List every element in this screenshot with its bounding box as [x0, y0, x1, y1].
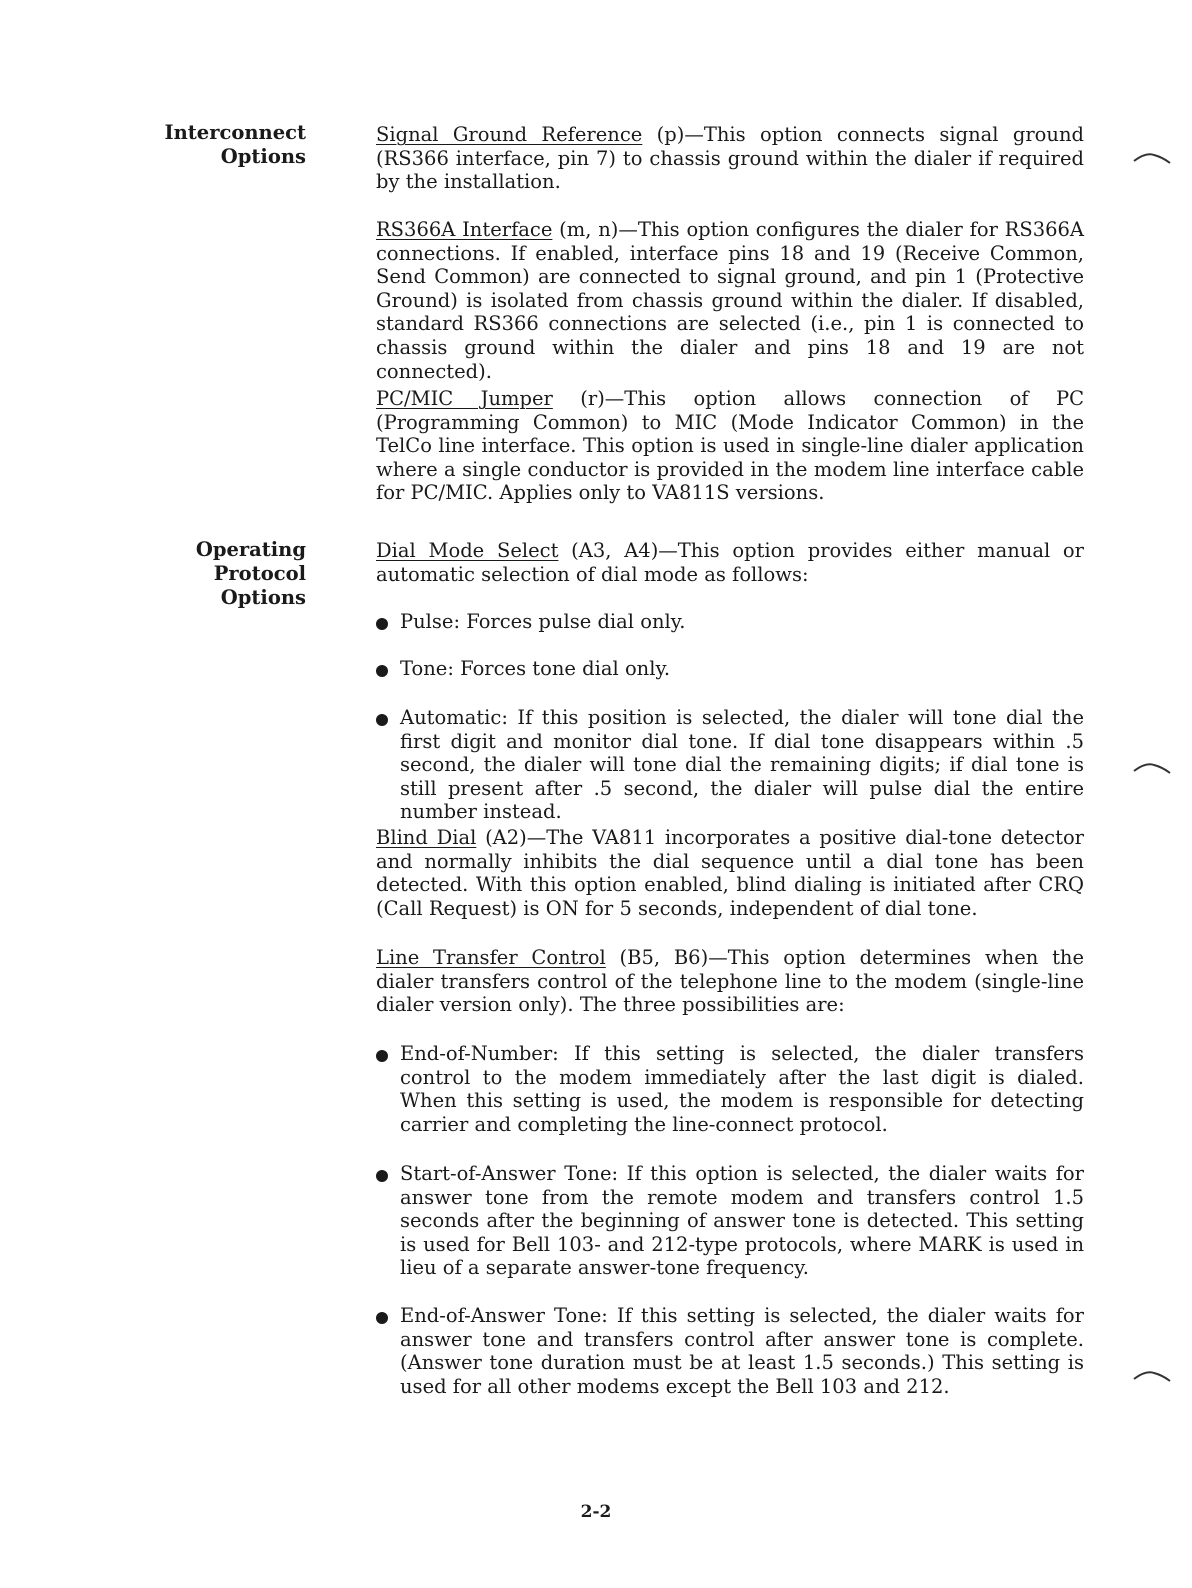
option-description: (p)—This option connects signal ground (RS366 interface, pin 7) to chassis ground within the dialer if required by the installation. [376, 123, 1085, 194]
heading-line: Options [220, 586, 306, 609]
change-bar-mark [1132, 762, 1172, 774]
option-description: (A2)—The VA811 incorporates a positive dial-tone detector and normally inhibits the dial sequence until a dial tone has been detected. With this option enabled, blind dialing is initiated after CRQ (Call Request) is ON for 5 seconds, independent of dial tone. [376, 826, 1085, 920]
bullet-icon [376, 714, 388, 726]
option-term: Line Transfer Control [376, 946, 606, 969]
option-description: (B5, B6)—This option determines when the dialer transfers control of the telephone line to the modem (single-line dialer version only). The three possibilities are: [376, 946, 1084, 1017]
bullet-icon [376, 1312, 388, 1324]
heading-interconnect-options [150, 121, 306, 169]
blind-dial-paragraph [376, 826, 1084, 920]
bullet-icon [376, 618, 388, 630]
bullet-icon [376, 665, 388, 677]
bullet-icon [376, 1050, 388, 1062]
option-description: (A3, A4)—This option provides either manual or automatic selection of dial mode as follows: [376, 539, 1084, 586]
list-item [376, 657, 1084, 681]
page-number: 2-2 [580, 1502, 612, 1522]
option-term: Signal Ground Reference [376, 123, 643, 146]
heading-line: Options [220, 145, 306, 168]
list-item [376, 610, 1084, 634]
line-transfer-control-paragraph [376, 946, 1084, 1017]
list-item-text: Automatic: If this position is selected, the dialer will tone dial the first digit and monitor dial tone. If dial tone disappears within .5 second, the dialer will tone dial the remaining digits; if dial tone is still present after .5 second, the dialer will pulse dial the entire number instead. [400, 706, 1084, 824]
heading-line: Interconnect [164, 121, 306, 144]
list-item [376, 1042, 1084, 1136]
list-item-text: Start-of-Answer Tone: If this option is selected, the dialer waits for answer tone from the remote modem and transfers control 1.5 seconds after the beginning of answer tone is detected. This setting is used for Bell 103- and 212-type protocols, where MARK is used in lieu of a separate answer-tone frequency. [400, 1162, 1084, 1280]
list-item-text: End-of-Answer Tone: If this setting is selected, the dialer waits for answer tone and transfers control after answer tone is complete. (Answer tone duration must be at least 1.5 seconds.) This setting is used for all other modems except the Bell 103 and 212. [400, 1304, 1084, 1398]
signal-ground-reference-paragraph [376, 123, 1084, 194]
heading-line: Operating [195, 538, 306, 561]
bullet-icon [376, 1170, 388, 1182]
list-item-text: End-of-Number: If this setting is selected, the dialer transfers control to the modem immediately after the last digit is dialed. When this setting is used, the modem is responsible for detecting carrier and completing the line-connect protocol. [400, 1042, 1084, 1136]
option-description: (m, n)—This option configures the dialer for RS366A connections. If enabled, interface pins 18 and 19 (Receive Common, Send Common) are connected to signal ground, and pin 1 (Protective Ground) is isolated from chassis ground within the dialer. If disabled, standard RS366 connections are selected (i.e., pin 1 is connected to chassis ground within the dialer and pins 18 and 19 are not connected). [376, 218, 1084, 383]
option-term: Blind Dial [376, 826, 477, 849]
option-term: Dial Mode Select [376, 539, 559, 562]
list-item-text: Tone: Forces tone dial only. [400, 657, 671, 680]
change-bar-mark [1132, 1370, 1172, 1382]
list-item [376, 1162, 1084, 1280]
change-bar-mark [1132, 152, 1172, 164]
list-item [376, 706, 1084, 824]
rs366a-interface-paragraph [376, 218, 1084, 383]
dial-mode-select-paragraph [376, 539, 1084, 586]
list-item-text: Pulse: Forces pulse dial only. [400, 610, 686, 633]
list-item [376, 1304, 1084, 1398]
option-term: RS366A Interface [376, 218, 553, 241]
option-description: (r)—This option allows connection of PC (Programming Common) to MIC (Mode Indicator Common) in the TelCo line interface. This option is used in single-line dialer application where a single conductor is provided in the modem line interface cable for PC/MIC. Applies only to VA811S versions. [376, 387, 1084, 505]
pc-mic-jumper-paragraph [376, 387, 1084, 505]
heading-line: Protocol [213, 562, 306, 585]
option-term: PC/MIC Jumper [376, 387, 553, 410]
heading-operating-protocol-options [150, 538, 306, 610]
